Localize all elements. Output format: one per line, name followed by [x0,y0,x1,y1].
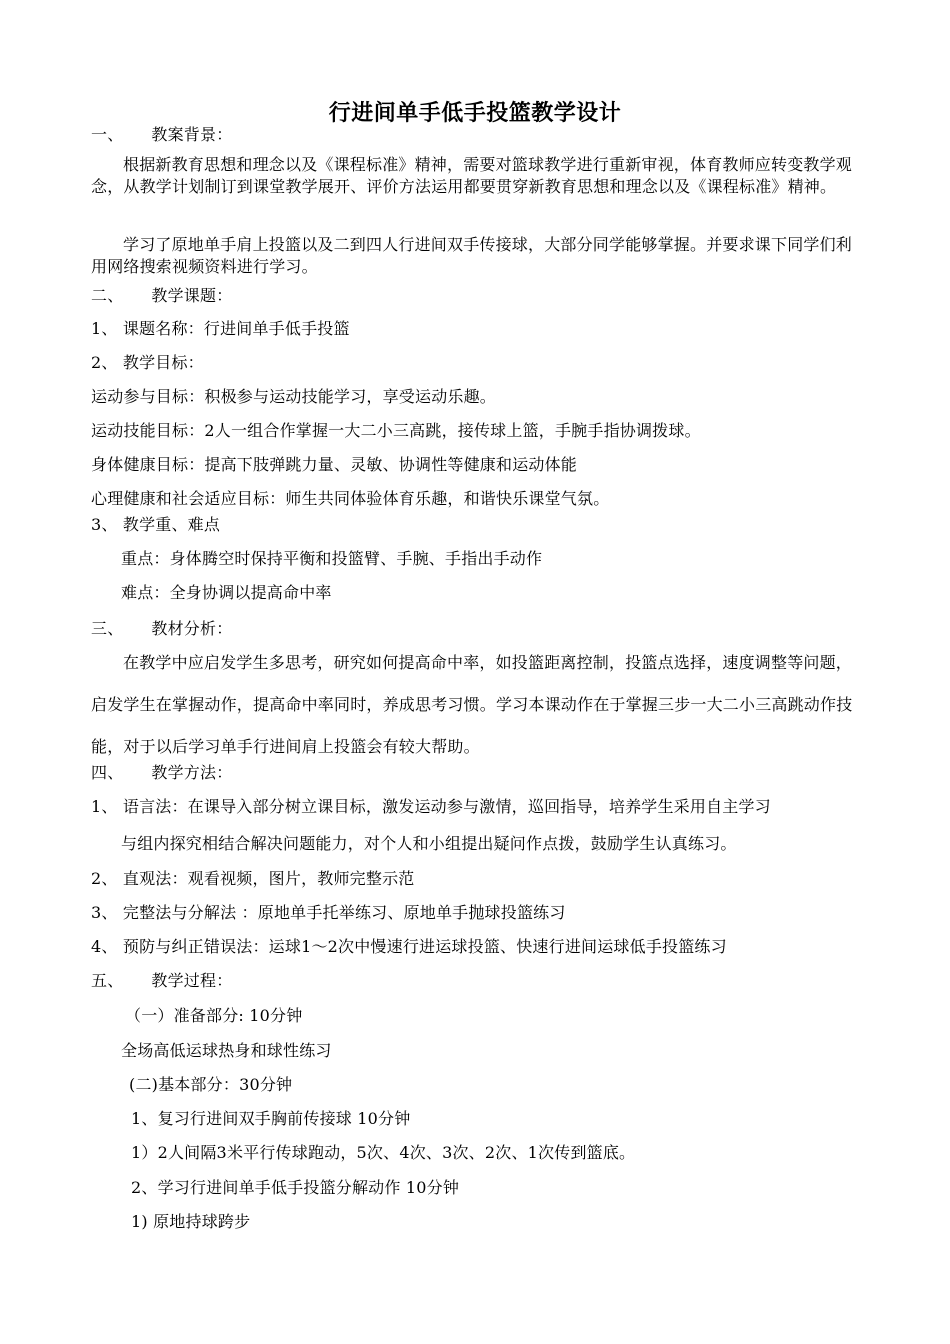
process-step-2: 2、学习行进间单手低手投篮分解动作 10分钟 [131,1178,460,1197]
document-title: 行进间单手低手投篮教学设计 [328,100,622,126]
paragraph-analysis: 在教学中应启发学生多思考，研究如何提高命中率，如投篮距离控制，投篮点选择，速度调整等问题，启发学生在掌握动作，提高命中率同时，养成思考习惯。学习本课动作在于掌握三步一大二小三高跳动作技能，对于以后学习单手行进间肩上投篮会有较大帮助。 [91,653,853,756]
process-warmup-detail: 全场高低运球热身和球性练习 [121,1041,332,1060]
method-language: 1、 语言法：在课导入部分树立课目标，激发运动参与激情，巡回指导，培养学生采用自主学习 [91,797,771,816]
section-number: 四、 [91,763,124,782]
process-basic-part: (二)基本部分：30分钟 [129,1075,293,1094]
objective-social: 心理健康和社会适应目标：师生共同体验体育乐趣，和谐快乐课堂气氛。 [91,489,610,508]
section-title: 教学方法： [151,763,233,782]
section-heading-analysis [91,618,232,640]
method-visual: 2、 直观法：观看视频，图片，教师完整示范 [91,869,415,888]
list-item-topic-name: 1、 课题名称：行进间单手低手投篮 [91,319,350,338]
section-number: 五、 [91,971,124,990]
section-heading-process [91,970,232,992]
objective-health: 身体健康目标：提高下肢弹跳力量、灵敏、协调性等健康和运动体能 [91,455,578,474]
process-warmup-part: （一）准备部分: 10分钟 [125,1006,303,1025]
section-number: 二、 [91,286,124,305]
section-heading-methods [91,762,232,784]
difficult-point: 难点：全身协调以提高命中率 [121,583,332,602]
paragraph-background-2: 学习了原地单手肩上投篮以及二到四人行进间双手传接球，大部分同学能够掌握。并要求课下同学们利用网络搜索视频资料进行学习。 [91,235,853,276]
section-number: 三、 [91,619,124,638]
section-title: 教材分析： [151,619,233,638]
method-language-continued: 与组内探究相结合解决问题能力，对个人和小组提出疑问作点拨，鼓励学生认真练习。 [121,834,737,853]
method-whole-part: 3、 完整法与分解法 ：原地单手托举练习、原地单手抛球投篮练习 [91,903,566,922]
objective-participation: 运动参与目标：积极参与运动技能学习，享受运动乐趣。 [91,387,497,406]
process-step-1-drill: 1）2人间隔3米平行传球跑动，5次、4次、3次、2次、1次传到篮底。 [131,1143,636,1162]
section-heading-topic [91,285,232,307]
section-title: 教学过程： [151,971,233,990]
list-item-objectives: 2、 教学目标： [91,353,204,372]
section-title: 教学课题： [151,286,233,305]
paragraph-background-1: 根据新教育思想和理念以及《课程标准》精神，需要对篮球教学进行重新审视，体育教师应转变教学观念，从教学计划制订到课堂教学展开、评价方法运用都要贯穿新教育思想和理念以及《课程标准》精神。 [91,155,853,196]
section-number: 一、 [91,125,124,144]
objective-skill: 运动技能目标：2人一组合作掌握一大二小三高跳，接传球上篮，手腕手指协调拨球。 [91,421,701,440]
section-heading-background [91,124,232,146]
section-title: 教案背景： [151,125,233,144]
process-step-1: 1、复习行进间双手胸前传接球 10分钟 [131,1109,411,1128]
process-step-2-drill: 1) 原地持球跨步 [131,1212,251,1231]
method-error-correction: 4、 预防与纠正错误法：运球1～2次中慢速行进运球投篮、快速行进间运球低手投篮练习 [91,937,727,956]
list-item-key-points: 3、 教学重、难点 [91,515,221,534]
key-point: 重点：身体腾空时保持平衡和投篮臂、手腕、手指出手动作 [121,549,543,568]
